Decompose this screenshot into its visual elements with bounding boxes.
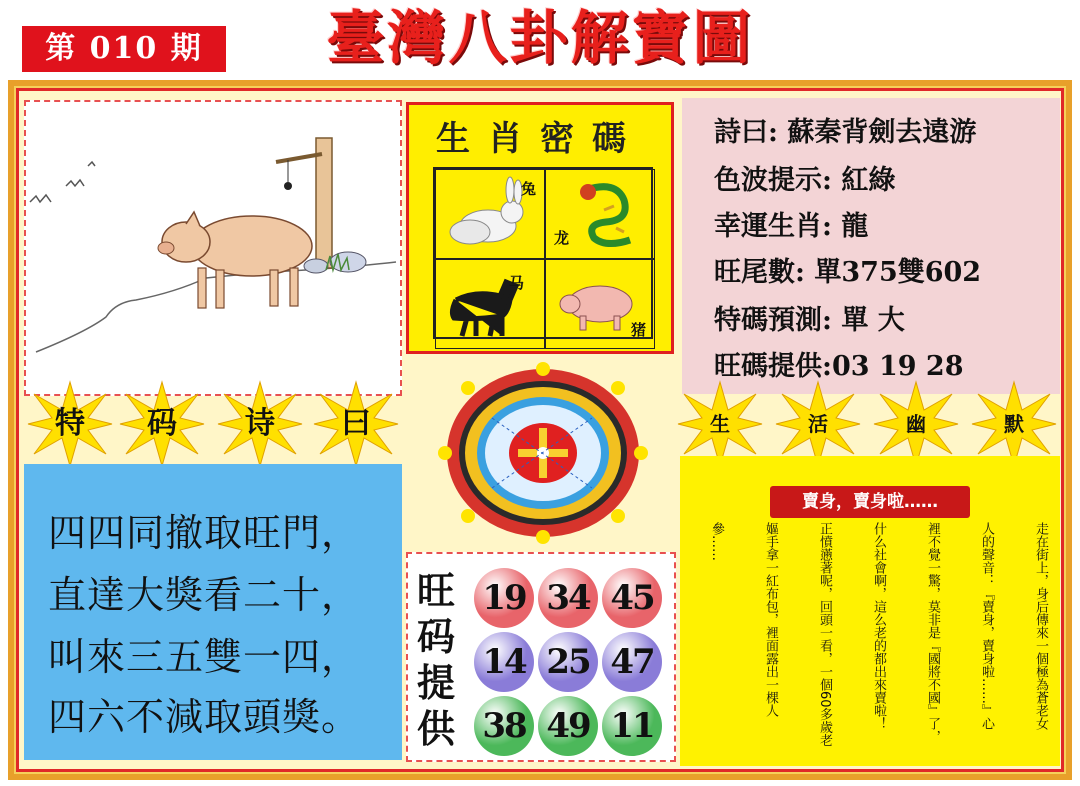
poem-line-2: 直達大獎看二十， — [48, 573, 361, 617]
hot-numbers-panel — [406, 552, 676, 762]
humor-star-char-4: 默 — [1004, 412, 1024, 436]
story-column-4: 什么社會啊，這么老的都出來賣啦！ — [871, 522, 886, 730]
zodiac-label-horse: 马 — [508, 274, 524, 292]
poem-line-3: 叫來三五雙一四， — [48, 635, 361, 679]
number-ball: 49 — [538, 696, 598, 756]
page-title: 臺灣八卦解寶圖 — [326, 4, 754, 72]
number-ball: 38 — [474, 696, 534, 756]
story-column-3: 裡不覺一驚，莫非是『國將不國』了， — [925, 522, 940, 743]
number-ball: 14 — [474, 632, 534, 692]
pig-post-illustration — [26, 102, 400, 394]
lucky-zodiac-line: 幸運生肖: 龍 — [714, 211, 869, 242]
horse-icon — [436, 260, 544, 344]
story-column-5: 正憤懣著呢，回頭一看，一個60多歲老 — [817, 522, 832, 747]
story-column-2: 人的聲音：『賣身，賣身啦……』心 — [979, 522, 994, 730]
humor-star-4 — [970, 380, 1058, 468]
info-panel — [682, 98, 1060, 394]
zodiac-code-panel — [406, 102, 674, 354]
zodiac-label-dragon: 龙 — [554, 229, 570, 247]
poem-star-char-1: 特 — [55, 406, 85, 441]
poem-line-1: 四四同撤取旺門， — [48, 511, 361, 555]
issue-badge: 第 010 期 — [22, 26, 226, 72]
zodiac-cell-horse — [435, 259, 545, 349]
poem-star-2 — [118, 380, 206, 468]
bagua-compass — [432, 358, 654, 548]
story-column-6: 嫗手拿一紅布包，裡面露出一棵人 — [763, 522, 778, 717]
humor-star-char-2: 活 — [808, 412, 828, 436]
special-prediction-line: 特碼預測: 單 大 — [714, 305, 905, 336]
number-ball: 19 — [474, 568, 534, 628]
hot-numbers-line: 旺碼提供:03 19 28 — [714, 351, 964, 382]
zodiac-title: 生肖密碼 — [436, 119, 644, 159]
humor-star-3 — [872, 380, 960, 468]
tail-number-line: 旺尾數: 單375雙602 — [714, 257, 982, 288]
poem-star-1 — [26, 380, 114, 468]
humor-star-1 — [676, 380, 764, 468]
poem-star-char-3: 诗 — [245, 406, 275, 441]
number-ball: 25 — [538, 632, 598, 692]
story-column-1: 走在街上，身后傳來一個極為蒼老女 — [1033, 522, 1048, 730]
number-ball: 34 — [538, 568, 598, 628]
story-heading: 賣身，賣身啦…… — [770, 486, 970, 518]
poem-star-char-4: 曰 — [341, 406, 371, 441]
number-ball: 45 — [602, 568, 662, 628]
number-ball: 11 — [602, 696, 662, 756]
humor-star-2 — [774, 380, 862, 468]
humor-star-char-1: 生 — [710, 412, 730, 436]
poem-star-3 — [216, 380, 304, 468]
hot-numbers-label: 旺 码 提 供 — [416, 568, 455, 751]
color-hint-line: 色波提示: 紅綠 — [714, 165, 896, 196]
poem-verse-line: 詩曰: 蘇秦背劍去遠游 — [714, 117, 977, 148]
zodiac-label-rabbit: 兔 — [520, 180, 536, 198]
zodiac-label-pig: 猪 — [630, 321, 646, 339]
poem-star-4 — [312, 380, 400, 468]
zodiac-cell-rabbit — [435, 169, 545, 259]
humor-star-char-3: 幽 — [906, 412, 926, 436]
pig-illustration-panel — [24, 100, 402, 396]
zodiac-cell-dragon — [545, 169, 655, 259]
zodiac-grid — [433, 167, 653, 339]
zodiac-cell-pig — [545, 259, 655, 349]
number-ball: 47 — [602, 632, 662, 692]
poem-panel — [24, 464, 402, 760]
story-column-7: 參…… — [709, 522, 724, 561]
poem-star-char-2: 码 — [147, 406, 177, 441]
poem-line-4: 四六不減取頭獎。 — [48, 695, 361, 739]
